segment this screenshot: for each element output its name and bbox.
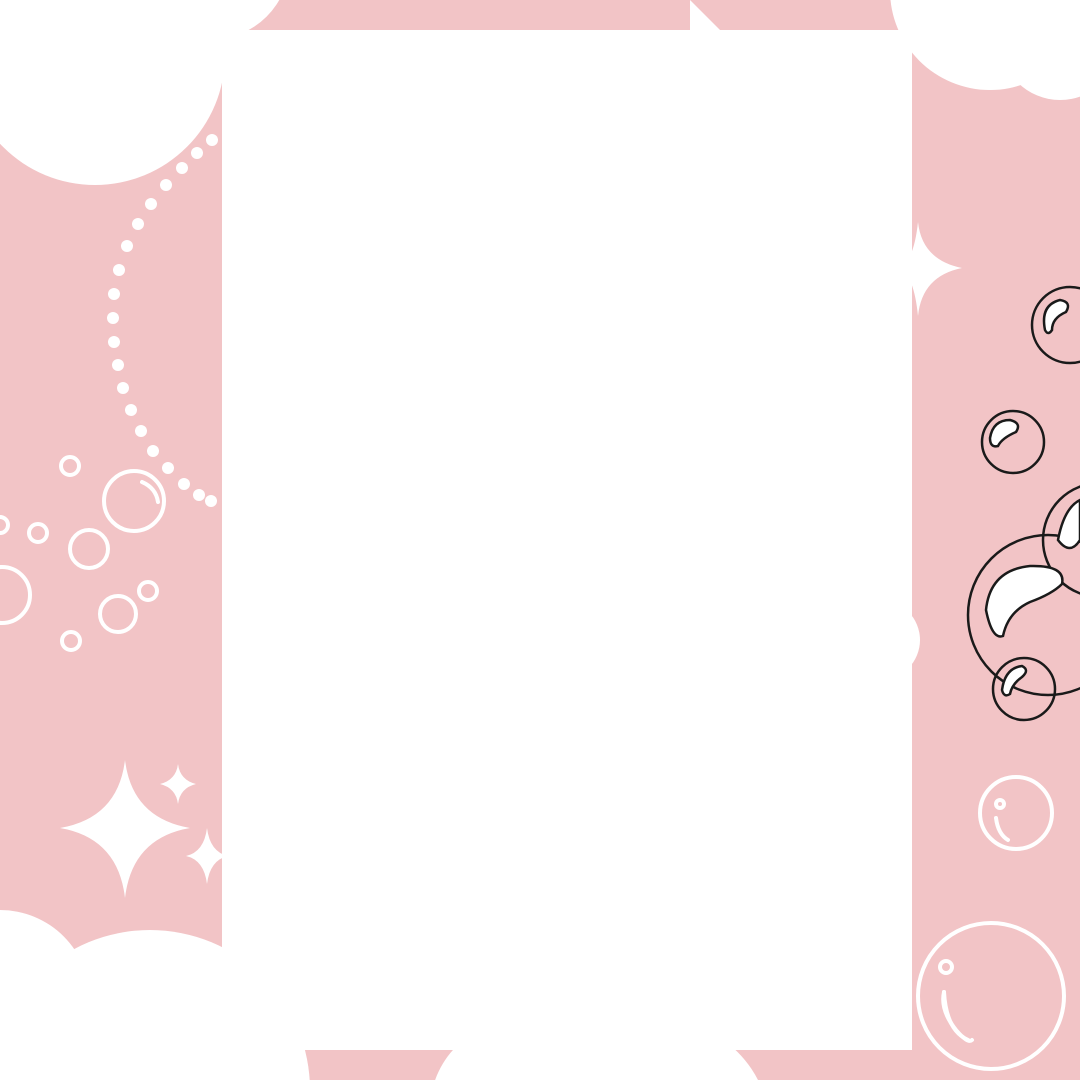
pattern-card [222, 30, 912, 1050]
left-bubbles [0, 457, 164, 650]
right-bottom-bubbles [918, 777, 1064, 1069]
right-bubbles [968, 287, 1080, 720]
pearl-dots [107, 134, 218, 507]
